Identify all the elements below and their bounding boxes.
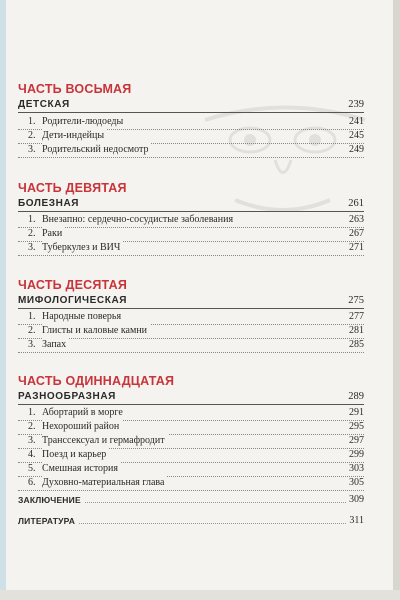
chapter-row[interactable] [18, 115, 364, 130]
chapter-number: 3. [28, 144, 36, 155]
chapter-number: 5. [28, 463, 36, 474]
conclusion-title: ЗАКЛЮЧЕНИЕ [18, 494, 84, 506]
chapter-title: Раки [42, 227, 65, 240]
chapter-page-number: 303 [349, 463, 364, 474]
chapter-row[interactable] [18, 129, 364, 144]
chapter-row[interactable] [18, 324, 364, 339]
chapter-number: 2. [28, 130, 36, 141]
chapter-number: 4. [28, 449, 36, 460]
chapter-row[interactable] [18, 448, 364, 463]
chapter-row[interactable] [18, 227, 364, 242]
chapter-row[interactable] [18, 476, 364, 491]
section-page-number: 261 [348, 198, 364, 209]
chapter-row[interactable] [18, 406, 364, 421]
chapter-title: Родители-людоеды [42, 115, 126, 128]
chapter-number: 3. [28, 242, 36, 253]
chapter-row[interactable] [18, 241, 364, 256]
chapter-title: Поезд и карьер [42, 448, 109, 461]
chapter-title: Духовно-материальная глава [42, 476, 167, 489]
chapter-page-number: 263 [349, 214, 364, 225]
chapter-page-number: 297 [349, 435, 364, 446]
part-title: ЧАСТЬ ВОСЬМАЯ [18, 82, 132, 96]
chapter-page-number: 241 [349, 116, 364, 127]
chapter-title: Туберкулез и ВИЧ [42, 241, 123, 254]
section-row[interactable] [18, 98, 364, 113]
chapter-title: Транссексуал и гермафродит [42, 434, 168, 447]
section-row[interactable] [18, 294, 364, 309]
section-page-number: 289 [348, 391, 364, 402]
chapter-number: 1. [28, 214, 36, 225]
chapter-title: Нехороший район [42, 420, 122, 433]
chapter-page-number: 245 [349, 130, 364, 141]
page-edge-bottom [0, 590, 400, 600]
chapter-page-number: 271 [349, 242, 364, 253]
page-edge-left [0, 0, 6, 600]
chapter-page-number: 281 [349, 325, 364, 336]
chapter-page-number: 305 [349, 477, 364, 488]
section-name: РАЗНООБРАЗНАЯ [18, 391, 116, 402]
chapter-title: Народные поверья [42, 310, 124, 323]
part-title: ЧАСТЬ ДЕВЯТАЯ [18, 181, 127, 195]
literature-title: ЛИТЕРАТУРА [18, 515, 78, 527]
chapter-row[interactable] [18, 143, 364, 158]
conclusion-page-number: 309 [346, 494, 364, 506]
chapter-number: 1. [28, 407, 36, 418]
part-title: ЧАСТЬ ДЕСЯТАЯ [18, 278, 128, 292]
chapter-row[interactable] [18, 338, 364, 353]
part-title: ЧАСТЬ ОДИННАДЦАТАЯ [18, 374, 175, 388]
chapter-row[interactable] [18, 434, 364, 449]
chapter-page-number: 277 [349, 311, 364, 322]
chapter-row[interactable] [18, 420, 364, 435]
page-edge-right [393, 0, 400, 600]
section-row[interactable] [18, 197, 364, 212]
section-name: МИФОЛОГИЧЕСКАЯ [18, 295, 128, 306]
chapter-title: Глисты и каловые камни [42, 324, 150, 337]
section-page-number: 239 [348, 99, 364, 110]
chapter-row[interactable] [18, 462, 364, 477]
chapter-page-number: 267 [349, 228, 364, 239]
chapter-title: Запах [42, 338, 69, 351]
section-row[interactable] [18, 390, 364, 405]
chapter-title: Дети-индейцы [42, 129, 107, 142]
chapter-row[interactable] [18, 310, 364, 325]
chapter-number: 1. [28, 116, 36, 127]
chapter-number: 2. [28, 325, 36, 336]
chapter-title: Смешная история [42, 462, 121, 475]
chapter-page-number: 249 [349, 144, 364, 155]
chapter-number: 3. [28, 339, 36, 350]
chapter-page-number: 299 [349, 449, 364, 460]
chapter-row[interactable] [18, 213, 364, 228]
section-name: ДЕТСКАЯ [18, 99, 70, 110]
chapter-page-number: 291 [349, 407, 364, 418]
chapter-number: 2. [28, 421, 36, 432]
chapter-number: 3. [28, 435, 36, 446]
chapter-title: Абортарий в морге [42, 406, 126, 419]
literature-row[interactable] [18, 515, 364, 527]
chapter-page-number: 285 [349, 339, 364, 350]
chapter-number: 1. [28, 311, 36, 322]
chapter-number: 2. [28, 228, 36, 239]
section-page-number: 275 [348, 295, 364, 306]
chapter-title: Внезапно: сердечно-сосудистые заболевания [42, 213, 236, 226]
literature-page-number: 311 [346, 515, 364, 527]
chapter-page-number: 295 [349, 421, 364, 432]
chapter-number: 6. [28, 477, 36, 488]
chapter-title: Родительский недосмотр [42, 143, 151, 156]
section-name: БОЛЕЗНАЯ [18, 198, 80, 209]
conclusion-row[interactable] [18, 494, 364, 506]
